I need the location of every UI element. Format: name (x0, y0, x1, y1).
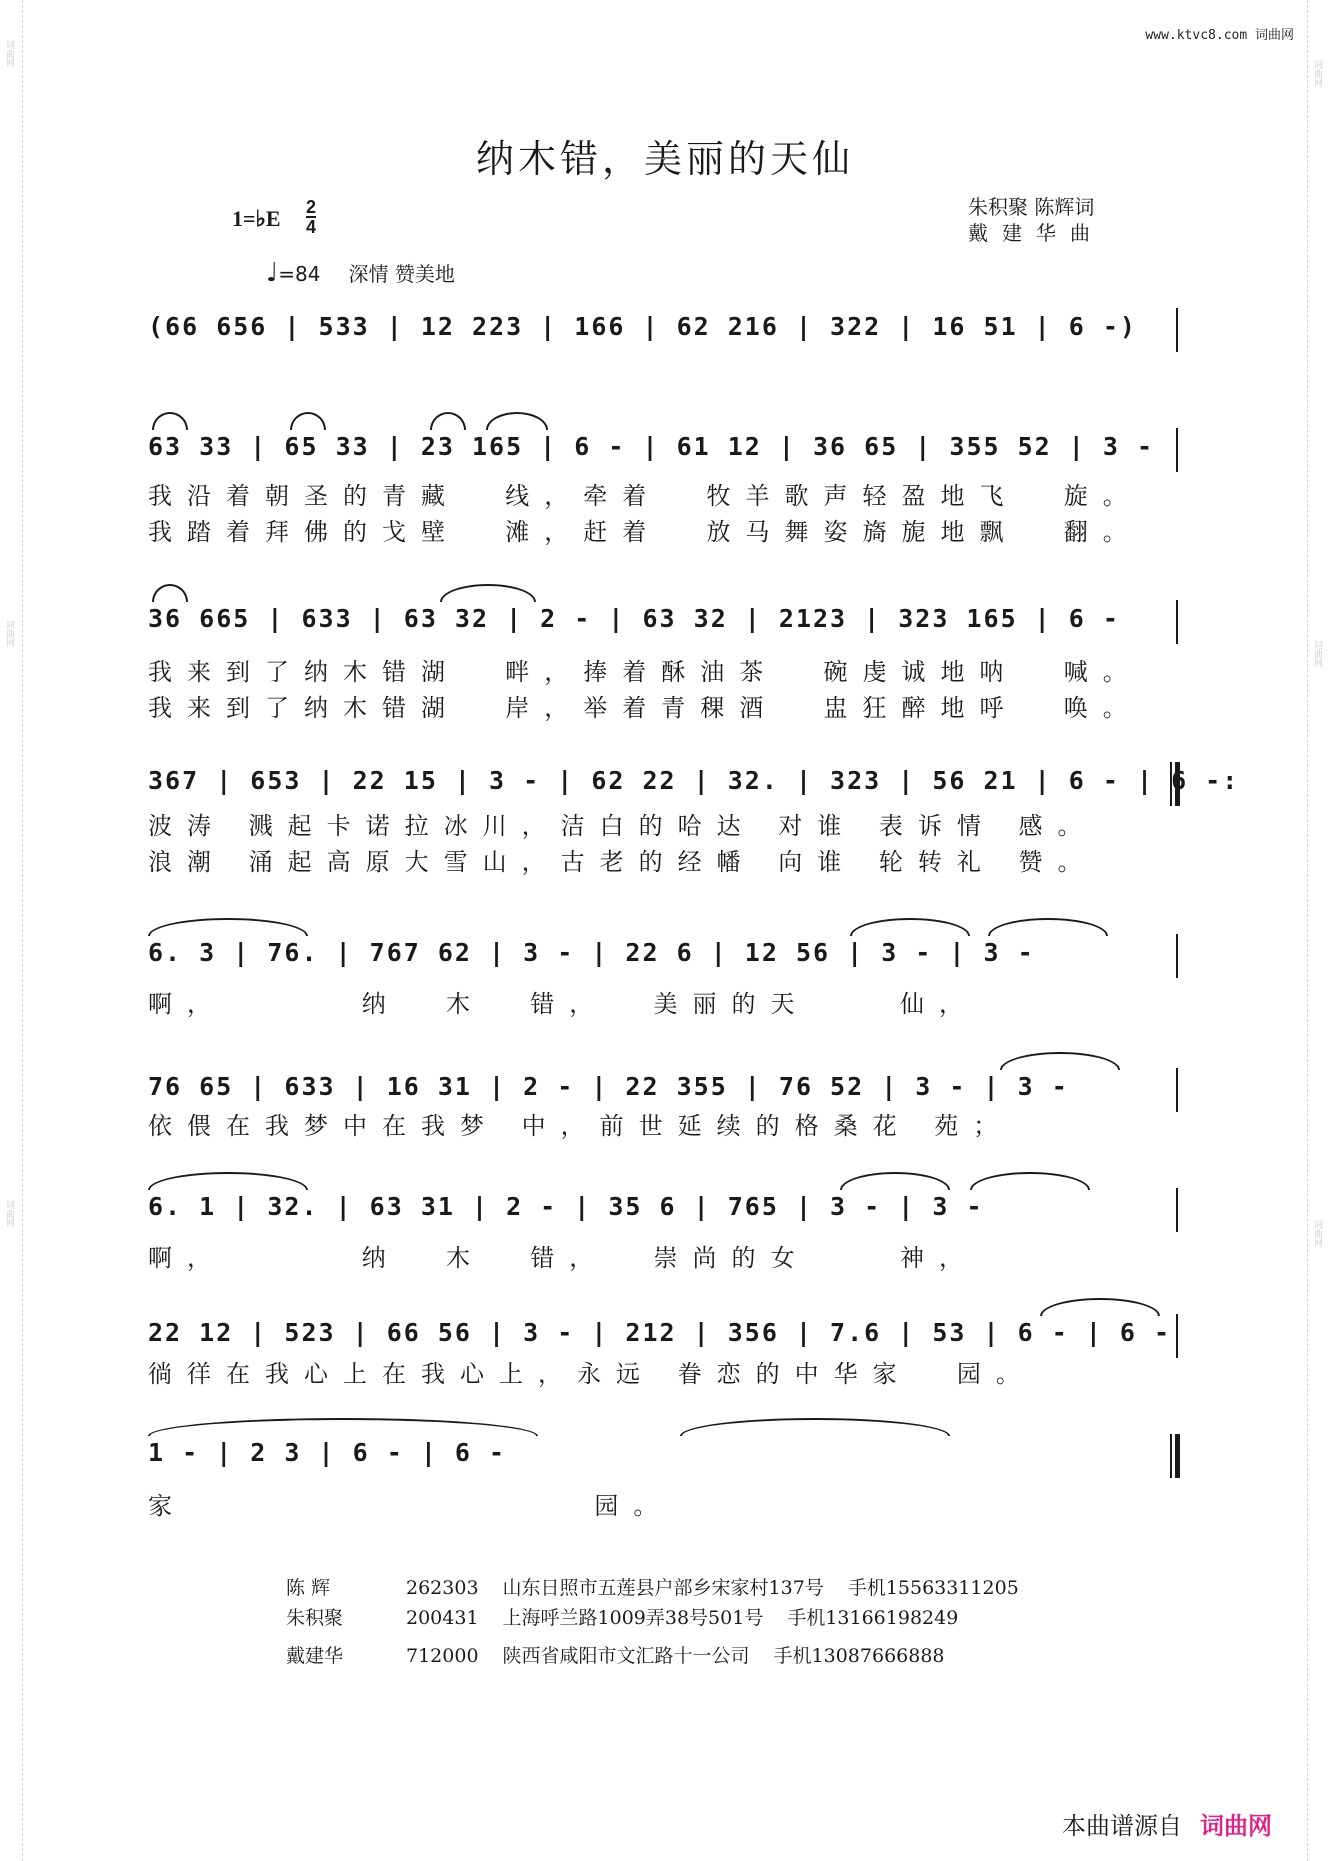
lyric-line-coda: 家 园。 (148, 1492, 673, 1520)
lyric-line-verse2: 我踏着拜佛的戈壁 滩，赶着 放马舞姿旖旎地飘 翻。 (148, 518, 1142, 546)
stave-1 (140, 308, 1180, 352)
song-credits (968, 194, 1104, 246)
slur (1000, 1052, 1120, 1070)
notation-line: 6. 1 | 32. | 63 31 | 2 - | 35 6 | 765 | 3 - | 3 - (148, 1192, 984, 1221)
slur (970, 1172, 1090, 1190)
right-margin-strip (1307, 0, 1330, 1861)
notation-line: 6. 3 | 76. | 767 62 | 3 - | 22 6 | 12 56 | 3 - | 3 - (148, 938, 1035, 967)
time-signature (306, 198, 316, 236)
notation-line: 76 65 | 633 | 16 31 | 2 - | 22 355 | 76 52 | 3 - | 3 - (148, 1072, 1069, 1101)
lyric-line-chorus: 徜徉在我心上在我心上，永远 眷恋的中华家 园。 (148, 1360, 1035, 1388)
barline (1176, 1314, 1180, 1358)
contact-phone: 手机15563311205 (847, 1577, 1019, 1599)
tempo-mood: 深情 赞美地 (348, 262, 455, 286)
notation-line: 367 | 653 | 22 15 | 3 - | 62 22 | 32. | 323 | 56 21 | 6 - | 6 -: (148, 766, 1240, 795)
final-barline (1170, 1434, 1180, 1478)
slur (850, 918, 970, 936)
contact-block (286, 1573, 1019, 1671)
stave-2 (140, 428, 1180, 472)
barline (1176, 600, 1180, 644)
lyric-line-verse1: 我来到了纳木错湖 畔，捧着酥油茶 碗虔诚地呐 喊。 (148, 658, 1142, 686)
stave-8 (140, 1314, 1180, 1358)
slur (148, 1418, 538, 1436)
contact-address: 山东日照市五莲县户部乡宋家村137号 (502, 1577, 824, 1599)
contact-address: 陕西省咸阳市文汇路十一公司 (502, 1645, 750, 1667)
barline (1176, 308, 1180, 352)
slur (152, 412, 188, 430)
slur (290, 412, 326, 430)
tempo-bpm: =84 (278, 262, 321, 286)
notation-line: 1 - | 2 3 | 6 - | 6 - (148, 1438, 507, 1467)
source-label: 本曲谱源自 (1062, 1812, 1182, 1840)
contact-phone: 手机13087666888 (773, 1645, 945, 1667)
slur (1040, 1298, 1160, 1316)
lyric-line-chorus: 啊， 纳 木 错， 美丽的天 仙， (148, 990, 979, 1018)
lyric-line-verse1: 波涛 溅起卡诺拉冰川，洁白的哈达 对谁 表诉情 感。 (148, 812, 1097, 840)
source-credit (1062, 1806, 1272, 1841)
contact-postcode: 262303 (406, 1577, 479, 1599)
left-watermark: 词曲网 (4, 1200, 14, 1227)
contact-name: 戴建华 (286, 1645, 344, 1667)
tempo-marking (266, 258, 455, 288)
contact-row (286, 1573, 1019, 1603)
barline (1176, 1188, 1180, 1232)
lyric-line-verse2: 浪潮 涌起高原大雪山，古老的经幡 向谁 轮转礼 赞。 (148, 848, 1097, 876)
slur (840, 1172, 950, 1190)
notation-line: 63 33 | 65 33 | 23 165 | 6 - | 61 12 | 36 65 | 355 52 | 3 - (148, 432, 1155, 461)
notation-line: (66 656 | 533 | 12 223 | 166 | 62 216 | 322 | 16 51 | 6 -) (148, 312, 1137, 341)
slur (148, 918, 308, 936)
stave-4 (140, 762, 1240, 806)
left-margin-strip (0, 0, 23, 1861)
notation-line: 22 12 | 523 | 66 56 | 3 - | 212 | 356 | 7.6 | 53 | 6 - | 6 - (148, 1318, 1172, 1347)
stave-7 (140, 1188, 1180, 1232)
quarter-note-icon: ♩ (266, 258, 279, 288)
stave-5 (140, 934, 1180, 978)
lyric-line-chorus: 啊， 纳 木 错， 崇尚的女 神， (148, 1244, 979, 1272)
slur (486, 412, 548, 430)
time-signature-bottom: 4 (306, 217, 317, 237)
stave-9 (140, 1434, 1180, 1478)
right-watermark: 词曲网 (1312, 640, 1322, 667)
key-signature: 1=♭E (232, 206, 281, 231)
lyric-line-verse1: 我沿着朝圣的青藏 线，牵着 牧羊歌声轻盈地飞 旋。 (148, 482, 1142, 510)
stave-3 (140, 600, 1180, 644)
right-watermark: 词曲网 (1312, 1220, 1322, 1247)
slur (148, 1172, 308, 1190)
repeat-end-barline (1170, 762, 1180, 806)
barline (1176, 428, 1180, 472)
contact-row (286, 1603, 1019, 1633)
contact-name: 朱积聚 (286, 1607, 344, 1629)
lyric-line-chorus: 依偎在我梦中在我梦 中，前世延续的格桑花 苑； (148, 1112, 1013, 1140)
left-watermark: 词曲网 (4, 620, 14, 647)
contact-name: 陈 辉 (286, 1577, 331, 1599)
slur (988, 918, 1108, 936)
left-watermark: 词曲网 (4, 40, 14, 67)
right-watermark: 词曲网 (1312, 60, 1322, 87)
song-title: 纳木错，美丽的天仙 (475, 137, 854, 181)
slur (430, 412, 466, 430)
contact-phone: 手机13166198249 (787, 1607, 959, 1629)
contact-address: 上海呼兰路1009弄38号501号 (502, 1607, 764, 1629)
time-signature-top: 2 (306, 197, 317, 217)
contact-postcode: 200431 (406, 1607, 479, 1629)
contact-row (286, 1641, 1019, 1671)
lyric-line-verse2: 我来到了纳木错湖 岸，举着青稞酒 盅狂醉地呼 唤。 (148, 694, 1142, 722)
contact-postcode: 712000 (406, 1645, 479, 1667)
slur (440, 584, 536, 602)
source-brand-link[interactable]: 词曲网 (1200, 1812, 1272, 1840)
notation-line: 36 665 | 633 | 63 32 | 2 - | 63 32 | 2123 | 323 165 | 6 - (148, 604, 1120, 633)
composer-credit: 戴建华曲 (968, 221, 1104, 245)
barline (1176, 934, 1180, 978)
slur (152, 584, 188, 602)
lyricists-credit: 朱积聚 陈辉词 (968, 195, 1095, 219)
site-url[interactable]: www.ktvc8.com 词曲网 (1145, 28, 1294, 43)
slur (680, 1418, 950, 1436)
barline (1176, 1068, 1180, 1112)
